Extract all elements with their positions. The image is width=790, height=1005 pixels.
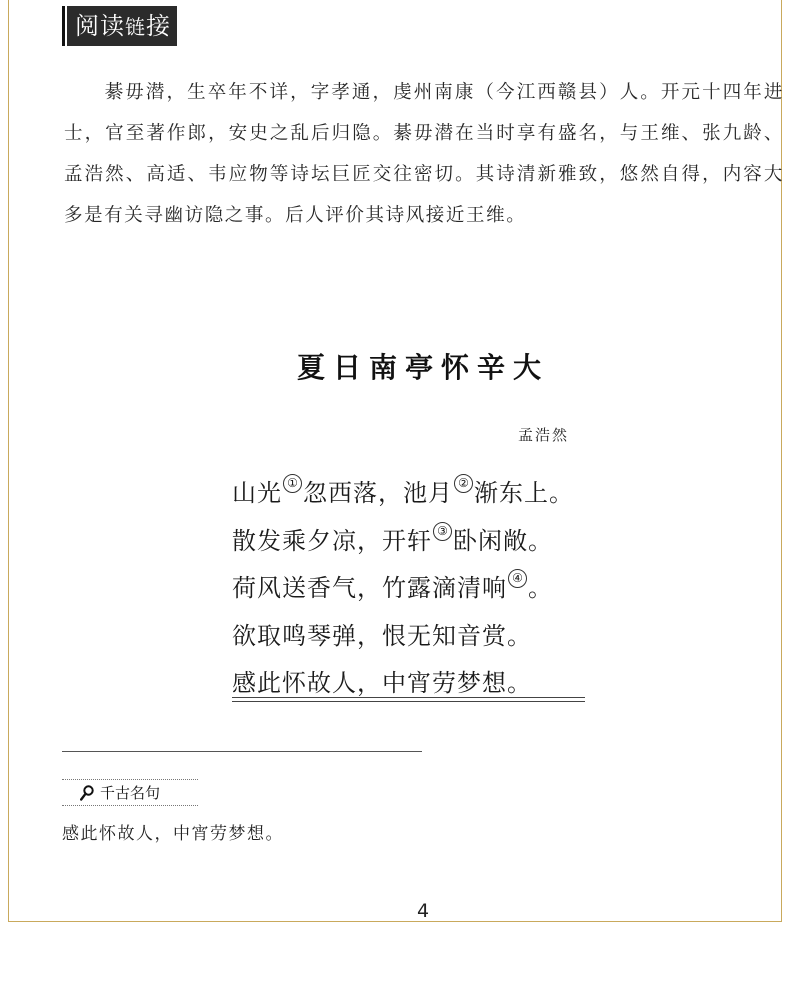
- poem-line-1: [232, 470, 574, 518]
- poem-text: 卧闲敞。: [453, 526, 553, 555]
- poem-text: 山光: [232, 479, 282, 507]
- footnote-marker[interactable]: ①: [283, 474, 302, 493]
- poem-author: 孟浩然: [518, 426, 570, 444]
- poem-text: 散发乘夕凉，开轩: [232, 526, 432, 555]
- author-bio: [64, 72, 784, 236]
- footnote-marker[interactable]: ④: [508, 569, 527, 588]
- poem-line-3: [232, 565, 574, 613]
- poem-line-2: [232, 518, 574, 566]
- poem-text: 忽西落，池月: [303, 479, 453, 507]
- footnote-marker[interactable]: ②: [454, 474, 473, 493]
- separator-line: [62, 751, 422, 752]
- section-label: [67, 6, 177, 46]
- poem-text: 欲取鸣琴弹，恨无知音赏。: [232, 621, 532, 650]
- poem-line-4: [232, 613, 574, 661]
- poem-underline: [232, 697, 585, 702]
- famous-quote-label: [62, 779, 198, 806]
- section-label-part2: 链: [125, 15, 146, 39]
- bio-paragraph: 綦毋潜，生卒年不详，字孝通，虔州南康（今江西赣县）人。开元十四年进士，官至著作郎，安史之乱后归隐。綦毋潜在当时享有盛名，与王维、张九龄、孟浩然、高适、韦应物等诗坛巨匠交往密切。其诗清新雅致，悠然自得，内容大多是有关寻幽访隐之事。后人评价其诗风接近王维。: [64, 82, 784, 226]
- famous-quote-text: 感此怀故人，中宵劳梦想。: [62, 824, 284, 844]
- magnifier-icon: [80, 785, 94, 801]
- poem-text: 感此怀故人，中宵劳梦想。: [232, 669, 532, 697]
- section-label-part3: 接: [146, 12, 171, 40]
- poem-title: 夏日南亭怀辛大: [296, 351, 549, 384]
- footnote-marker[interactable]: ③: [433, 522, 452, 541]
- page-number: 4: [416, 900, 430, 922]
- section-header: [62, 6, 177, 46]
- famous-quote-label-text: 千古名句: [100, 784, 161, 802]
- section-label-part1: 阅读: [75, 12, 125, 40]
- poem-text: 渐东上。: [474, 479, 574, 507]
- poem-text: 。: [528, 574, 553, 602]
- poem-body: [232, 470, 574, 708]
- poem-text: 荷风送香气，竹露滴清响: [232, 574, 507, 602]
- header-bar: [62, 6, 65, 46]
